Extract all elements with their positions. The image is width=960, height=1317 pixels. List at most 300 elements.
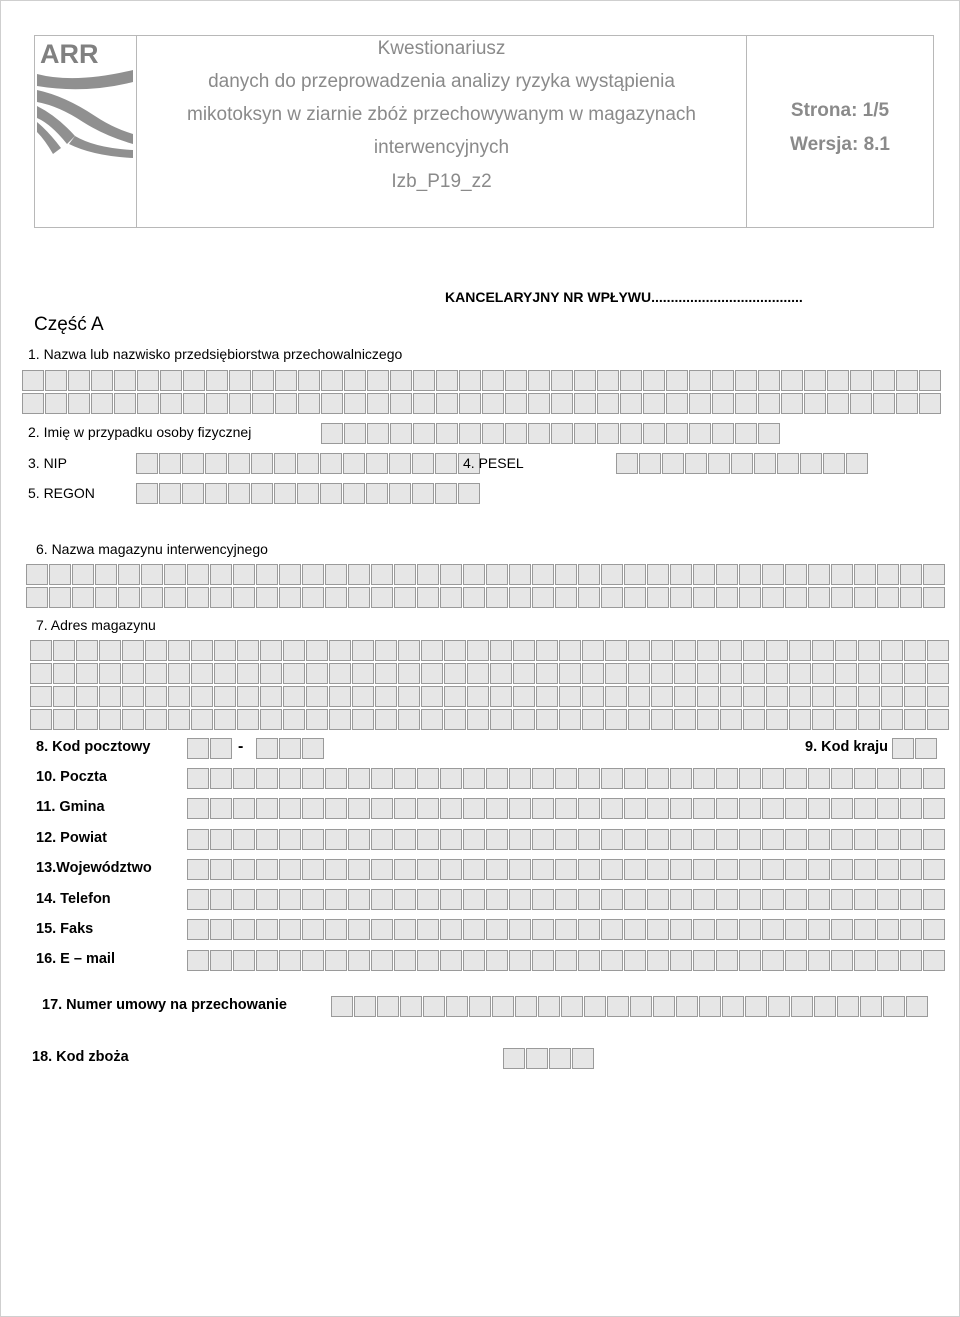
character-box[interactable] xyxy=(492,996,514,1017)
character-box[interactable] xyxy=(440,889,462,910)
character-box[interactable] xyxy=(532,950,554,971)
character-box[interactable] xyxy=(693,564,715,585)
character-box[interactable] xyxy=(762,587,784,608)
character-box[interactable] xyxy=(731,453,753,474)
character-box[interactable] xyxy=(251,483,273,504)
character-box[interactable] xyxy=(463,829,485,850)
character-box[interactable] xyxy=(555,829,577,850)
character-box[interactable] xyxy=(367,393,389,414)
character-box[interactable] xyxy=(785,587,807,608)
character-box[interactable] xyxy=(435,483,457,504)
character-box[interactable] xyxy=(789,663,811,684)
character-box[interactable] xyxy=(578,829,600,850)
character-box[interactable] xyxy=(854,768,876,789)
character-box[interactable] xyxy=(348,889,370,910)
character-box[interactable] xyxy=(256,564,278,585)
character-box[interactable] xyxy=(256,798,278,819)
character-box[interactable] xyxy=(854,950,876,971)
character-box[interactable] xyxy=(325,950,347,971)
character-box[interactable] xyxy=(915,738,937,759)
character-box[interactable] xyxy=(325,768,347,789)
character-box[interactable] xyxy=(183,370,205,391)
character-box[interactable] xyxy=(762,564,784,585)
character-box[interactable] xyxy=(758,393,780,414)
character-box[interactable] xyxy=(789,640,811,661)
character-box[interactable] xyxy=(187,919,209,940)
character-box[interactable] xyxy=(417,950,439,971)
character-box[interactable] xyxy=(693,919,715,940)
character-box[interactable] xyxy=(182,483,204,504)
character-box[interactable] xyxy=(302,738,324,759)
character-box[interactable] xyxy=(877,919,899,940)
character-box[interactable] xyxy=(538,996,560,1017)
character-box[interactable] xyxy=(375,686,397,707)
character-box[interactable] xyxy=(674,686,696,707)
character-box[interactable] xyxy=(463,919,485,940)
character-box[interactable] xyxy=(716,829,738,850)
character-box[interactable] xyxy=(482,370,504,391)
character-box[interactable] xyxy=(145,686,167,707)
character-box[interactable] xyxy=(578,889,600,910)
character-box[interactable] xyxy=(716,768,738,789)
character-box[interactable] xyxy=(689,370,711,391)
character-box[interactable] xyxy=(854,587,876,608)
character-box[interactable] xyxy=(601,859,623,880)
character-box[interactable] xyxy=(739,950,761,971)
character-box[interactable] xyxy=(693,768,715,789)
character-box[interactable] xyxy=(145,663,167,684)
character-box[interactable] xyxy=(413,370,435,391)
character-box[interactable] xyxy=(375,640,397,661)
character-box[interactable] xyxy=(279,564,301,585)
character-box[interactable] xyxy=(137,393,159,414)
character-box[interactable] xyxy=(76,709,98,730)
character-box[interactable] xyxy=(486,950,508,971)
character-box[interactable] xyxy=(371,829,393,850)
character-box[interactable] xyxy=(367,423,389,444)
character-box[interactable] xyxy=(743,686,765,707)
character-box[interactable] xyxy=(509,829,531,850)
character-box[interactable] xyxy=(835,640,857,661)
character-box[interactable] xyxy=(467,663,489,684)
character-box[interactable] xyxy=(210,768,232,789)
character-box[interactable] xyxy=(716,798,738,819)
character-box[interactable] xyxy=(371,564,393,585)
field-company-name-row-1[interactable] xyxy=(22,370,942,391)
character-box[interactable] xyxy=(375,663,397,684)
character-box[interactable] xyxy=(831,950,853,971)
character-box[interactable] xyxy=(444,686,466,707)
character-box[interactable] xyxy=(670,829,692,850)
character-box[interactable] xyxy=(808,564,830,585)
character-box[interactable] xyxy=(791,996,813,1017)
field-address-row-4[interactable] xyxy=(30,709,950,730)
character-box[interactable] xyxy=(95,587,117,608)
character-box[interactable] xyxy=(463,859,485,880)
character-box[interactable] xyxy=(900,859,922,880)
field-nip[interactable] xyxy=(136,453,481,474)
character-box[interactable] xyxy=(260,640,282,661)
character-box[interactable] xyxy=(766,640,788,661)
character-box[interactable] xyxy=(279,829,301,850)
character-box[interactable] xyxy=(900,587,922,608)
character-box[interactable] xyxy=(689,393,711,414)
character-box[interactable] xyxy=(412,453,434,474)
character-box[interactable] xyxy=(515,996,537,1017)
character-box[interactable] xyxy=(743,663,765,684)
character-box[interactable] xyxy=(676,996,698,1017)
character-box[interactable] xyxy=(122,663,144,684)
character-box[interactable] xyxy=(256,768,278,789)
character-box[interactable] xyxy=(325,564,347,585)
character-box[interactable] xyxy=(651,709,673,730)
character-box[interactable] xyxy=(850,393,872,414)
character-box[interactable] xyxy=(394,587,416,608)
character-box[interactable] xyxy=(578,564,600,585)
character-box[interactable] xyxy=(854,798,876,819)
character-box[interactable] xyxy=(389,453,411,474)
character-box[interactable] xyxy=(136,483,158,504)
character-box[interactable] xyxy=(578,919,600,940)
character-box[interactable] xyxy=(76,640,98,661)
character-box[interactable] xyxy=(526,1048,548,1069)
character-box[interactable] xyxy=(417,919,439,940)
character-box[interactable] xyxy=(68,370,90,391)
field-postal-code-part-2[interactable] xyxy=(256,738,325,759)
character-box[interactable] xyxy=(896,370,918,391)
field-regon[interactable] xyxy=(136,483,481,504)
character-box[interactable] xyxy=(463,950,485,971)
character-box[interactable] xyxy=(900,798,922,819)
character-box[interactable] xyxy=(252,370,274,391)
character-box[interactable] xyxy=(145,640,167,661)
character-box[interactable] xyxy=(651,686,673,707)
character-box[interactable] xyxy=(371,950,393,971)
field-email[interactable] xyxy=(187,950,946,971)
character-box[interactable] xyxy=(72,587,94,608)
character-box[interactable] xyxy=(394,564,416,585)
character-box[interactable] xyxy=(739,564,761,585)
character-box[interactable] xyxy=(804,393,826,414)
character-box[interactable] xyxy=(467,709,489,730)
character-box[interactable] xyxy=(233,587,255,608)
character-box[interactable] xyxy=(597,370,619,391)
character-box[interactable] xyxy=(639,453,661,474)
character-box[interactable] xyxy=(670,564,692,585)
character-box[interactable] xyxy=(624,950,646,971)
character-box[interactable] xyxy=(321,370,343,391)
character-box[interactable] xyxy=(923,798,945,819)
character-box[interactable] xyxy=(906,996,928,1017)
character-box[interactable] xyxy=(697,686,719,707)
character-box[interactable] xyxy=(509,889,531,910)
character-box[interactable] xyxy=(237,640,259,661)
character-box[interactable] xyxy=(440,798,462,819)
field-address-row-3[interactable] xyxy=(30,686,950,707)
character-box[interactable] xyxy=(739,859,761,880)
character-box[interactable] xyxy=(302,564,324,585)
character-box[interactable] xyxy=(298,370,320,391)
character-box[interactable] xyxy=(689,423,711,444)
character-box[interactable] xyxy=(735,393,757,414)
character-box[interactable] xyxy=(900,889,922,910)
character-box[interactable] xyxy=(53,663,75,684)
character-box[interactable] xyxy=(532,587,554,608)
character-box[interactable] xyxy=(605,686,627,707)
character-box[interactable] xyxy=(302,950,324,971)
character-box[interactable] xyxy=(927,686,949,707)
character-box[interactable] xyxy=(446,996,468,1017)
character-box[interactable] xyxy=(555,564,577,585)
character-box[interactable] xyxy=(210,950,232,971)
character-box[interactable] xyxy=(486,889,508,910)
character-box[interactable] xyxy=(237,709,259,730)
character-box[interactable] xyxy=(367,370,389,391)
character-box[interactable] xyxy=(30,640,52,661)
character-box[interactable] xyxy=(762,919,784,940)
character-box[interactable] xyxy=(739,829,761,850)
character-box[interactable] xyxy=(256,587,278,608)
character-box[interactable] xyxy=(781,370,803,391)
character-box[interactable] xyxy=(440,587,462,608)
character-box[interactable] xyxy=(555,859,577,880)
character-box[interactable] xyxy=(601,950,623,971)
character-box[interactable] xyxy=(444,663,466,684)
character-box[interactable] xyxy=(329,686,351,707)
character-box[interactable] xyxy=(233,859,255,880)
character-box[interactable] xyxy=(551,370,573,391)
character-box[interactable] xyxy=(827,393,849,414)
character-box[interactable] xyxy=(279,798,301,819)
character-box[interactable] xyxy=(398,709,420,730)
character-box[interactable] xyxy=(440,859,462,880)
character-box[interactable] xyxy=(141,564,163,585)
character-box[interactable] xyxy=(555,587,577,608)
character-box[interactable] xyxy=(486,564,508,585)
character-box[interactable] xyxy=(555,919,577,940)
character-box[interactable] xyxy=(674,709,696,730)
character-box[interactable] xyxy=(371,919,393,940)
character-box[interactable] xyxy=(486,798,508,819)
character-box[interactable] xyxy=(854,829,876,850)
character-box[interactable] xyxy=(210,738,232,759)
character-box[interactable] xyxy=(670,889,692,910)
character-box[interactable] xyxy=(256,738,278,759)
character-box[interactable] xyxy=(877,889,899,910)
character-box[interactable] xyxy=(827,370,849,391)
character-box[interactable] xyxy=(394,950,416,971)
character-box[interactable] xyxy=(837,996,859,1017)
character-box[interactable] xyxy=(114,370,136,391)
character-box[interactable] xyxy=(835,709,857,730)
character-box[interactable] xyxy=(68,393,90,414)
character-box[interactable] xyxy=(643,393,665,414)
character-box[interactable] xyxy=(785,564,807,585)
character-box[interactable] xyxy=(582,686,604,707)
character-box[interactable] xyxy=(206,393,228,414)
character-box[interactable] xyxy=(389,483,411,504)
character-box[interactable] xyxy=(651,663,673,684)
character-box[interactable] xyxy=(297,453,319,474)
character-box[interactable] xyxy=(490,663,512,684)
character-box[interactable] xyxy=(904,663,926,684)
character-box[interactable] xyxy=(758,423,780,444)
character-box[interactable] xyxy=(187,829,209,850)
character-box[interactable] xyxy=(720,663,742,684)
character-box[interactable] xyxy=(463,889,485,910)
character-box[interactable] xyxy=(854,889,876,910)
character-box[interactable] xyxy=(228,453,250,474)
character-box[interactable] xyxy=(256,889,278,910)
character-box[interactable] xyxy=(812,686,834,707)
character-box[interactable] xyxy=(578,859,600,880)
character-box[interactable] xyxy=(159,483,181,504)
character-box[interactable] xyxy=(607,996,629,1017)
character-box[interactable] xyxy=(260,663,282,684)
character-box[interactable] xyxy=(505,370,527,391)
character-box[interactable] xyxy=(260,709,282,730)
character-box[interactable] xyxy=(233,768,255,789)
character-box[interactable] xyxy=(417,798,439,819)
character-box[interactable] xyxy=(854,919,876,940)
character-box[interactable] xyxy=(835,686,857,707)
character-box[interactable] xyxy=(697,640,719,661)
character-box[interactable] xyxy=(168,709,190,730)
character-box[interactable] xyxy=(182,453,204,474)
character-box[interactable] xyxy=(214,640,236,661)
character-box[interactable] xyxy=(160,393,182,414)
character-box[interactable] xyxy=(559,709,581,730)
character-box[interactable] xyxy=(436,393,458,414)
character-box[interactable] xyxy=(390,393,412,414)
character-box[interactable] xyxy=(459,370,481,391)
character-box[interactable] xyxy=(624,798,646,819)
character-box[interactable] xyxy=(513,686,535,707)
character-box[interactable] xyxy=(831,889,853,910)
character-box[interactable] xyxy=(486,768,508,789)
character-box[interactable] xyxy=(274,483,296,504)
character-box[interactable] xyxy=(561,996,583,1017)
character-box[interactable] xyxy=(398,686,420,707)
character-box[interactable] xyxy=(168,686,190,707)
character-box[interactable] xyxy=(536,686,558,707)
character-box[interactable] xyxy=(214,686,236,707)
character-box[interactable] xyxy=(214,709,236,730)
field-warehouse-name-row-2[interactable] xyxy=(26,587,946,608)
character-box[interactable] xyxy=(766,663,788,684)
character-box[interactable] xyxy=(505,393,527,414)
character-box[interactable] xyxy=(412,483,434,504)
character-box[interactable] xyxy=(812,709,834,730)
character-box[interactable] xyxy=(417,829,439,850)
character-box[interactable] xyxy=(490,686,512,707)
character-box[interactable] xyxy=(739,798,761,819)
character-box[interactable] xyxy=(716,919,738,940)
character-box[interactable] xyxy=(601,829,623,850)
character-box[interactable] xyxy=(551,393,573,414)
character-box[interactable] xyxy=(320,483,342,504)
character-box[interactable] xyxy=(371,798,393,819)
character-box[interactable] xyxy=(624,919,646,940)
character-box[interactable] xyxy=(49,587,71,608)
character-box[interactable] xyxy=(666,423,688,444)
character-box[interactable] xyxy=(904,709,926,730)
character-box[interactable] xyxy=(26,587,48,608)
character-box[interactable] xyxy=(670,950,692,971)
field-country-code[interactable] xyxy=(892,738,938,759)
character-box[interactable] xyxy=(329,640,351,661)
character-box[interactable] xyxy=(302,829,324,850)
character-box[interactable] xyxy=(877,829,899,850)
character-box[interactable] xyxy=(720,686,742,707)
character-box[interactable] xyxy=(716,587,738,608)
character-box[interactable] xyxy=(440,564,462,585)
character-box[interactable] xyxy=(881,663,903,684)
character-box[interactable] xyxy=(528,423,550,444)
character-box[interactable] xyxy=(53,686,75,707)
character-box[interactable] xyxy=(789,686,811,707)
field-warehouse-name-row-1[interactable] xyxy=(26,564,946,585)
character-box[interactable] xyxy=(860,996,882,1017)
character-box[interactable] xyxy=(458,483,480,504)
character-box[interactable] xyxy=(616,453,638,474)
character-box[interactable] xyxy=(653,996,675,1017)
character-box[interactable] xyxy=(670,798,692,819)
character-box[interactable] xyxy=(22,370,44,391)
character-box[interactable] xyxy=(486,919,508,940)
character-box[interactable] xyxy=(191,686,213,707)
character-box[interactable] xyxy=(413,423,435,444)
character-box[interactable] xyxy=(582,709,604,730)
character-box[interactable] xyxy=(99,686,121,707)
character-box[interactable] xyxy=(343,483,365,504)
character-box[interactable] xyxy=(191,640,213,661)
character-box[interactable] xyxy=(578,768,600,789)
character-box[interactable] xyxy=(99,709,121,730)
character-box[interactable] xyxy=(923,829,945,850)
character-box[interactable] xyxy=(417,859,439,880)
character-box[interactable] xyxy=(435,453,457,474)
character-box[interactable] xyxy=(831,564,853,585)
character-box[interactable] xyxy=(417,564,439,585)
character-box[interactable] xyxy=(831,768,853,789)
character-box[interactable] xyxy=(394,889,416,910)
character-box[interactable] xyxy=(831,919,853,940)
character-box[interactable] xyxy=(210,798,232,819)
character-box[interactable] xyxy=(352,640,374,661)
character-box[interactable] xyxy=(666,393,688,414)
character-box[interactable] xyxy=(509,587,531,608)
field-phone[interactable] xyxy=(187,889,946,910)
character-box[interactable] xyxy=(400,996,422,1017)
character-box[interactable] xyxy=(919,370,941,391)
character-box[interactable] xyxy=(191,663,213,684)
character-box[interactable] xyxy=(785,829,807,850)
character-box[interactable] xyxy=(854,564,876,585)
character-box[interactable] xyxy=(352,686,374,707)
character-box[interactable] xyxy=(628,709,650,730)
character-box[interactable] xyxy=(513,640,535,661)
character-box[interactable] xyxy=(881,686,903,707)
character-box[interactable] xyxy=(321,393,343,414)
character-box[interactable] xyxy=(390,423,412,444)
character-box[interactable] xyxy=(509,768,531,789)
character-box[interactable] xyxy=(670,587,692,608)
character-box[interactable] xyxy=(206,370,228,391)
character-box[interactable] xyxy=(302,859,324,880)
character-box[interactable] xyxy=(620,423,642,444)
character-box[interactable] xyxy=(858,663,880,684)
